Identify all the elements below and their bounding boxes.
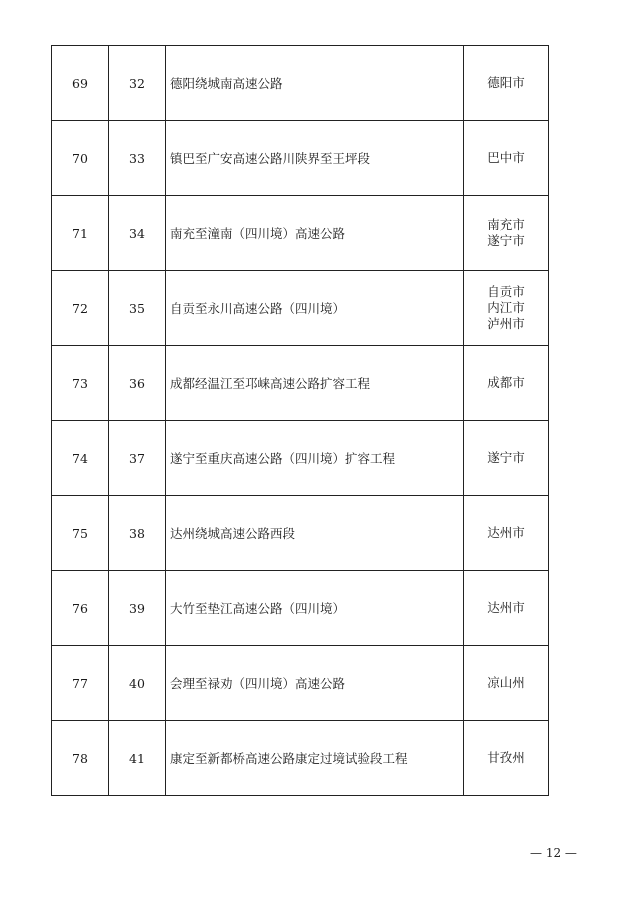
city-name: 南充市 <box>487 217 525 232</box>
city-name: 遂宁市 <box>487 450 525 465</box>
row-sub-number: 41 <box>109 721 166 796</box>
city-name: 达州市 <box>487 600 525 615</box>
page-number: — 12 — <box>530 846 577 860</box>
row-project-name: 康定至新都桥高速公路康定过境试验段工程 <box>166 721 464 796</box>
row-sub-number: 40 <box>109 646 166 721</box>
row-sub-number: 34 <box>109 196 166 271</box>
row-seq-number: 72 <box>52 271 109 346</box>
table-row <box>52 646 549 721</box>
row-sub-number: 37 <box>109 421 166 496</box>
city-name: 德阳市 <box>487 75 525 90</box>
table-row <box>52 346 549 421</box>
row-seq-number: 75 <box>52 496 109 571</box>
row-project-name: 遂宁至重庆高速公路（四川境）扩容工程 <box>166 421 464 496</box>
row-project-name: 会理至禄劝（四川境）高速公路 <box>166 646 464 721</box>
city-name: 泸州市 <box>487 316 525 331</box>
row-seq-number: 74 <box>52 421 109 496</box>
row-sub-number: 32 <box>109 46 166 121</box>
city-name: 巴中市 <box>487 150 525 165</box>
row-city <box>464 646 549 721</box>
row-sub-number: 39 <box>109 571 166 646</box>
row-seq-number: 76 <box>52 571 109 646</box>
city-name: 遂宁市 <box>487 233 525 248</box>
city-name: 达州市 <box>487 525 525 540</box>
row-sub-number: 36 <box>109 346 166 421</box>
row-project-name: 镇巴至广安高速公路川陕界至王坪段 <box>166 121 464 196</box>
table-row <box>52 196 549 271</box>
row-sub-number: 35 <box>109 271 166 346</box>
city-name: 自贡市 <box>487 284 525 299</box>
row-city <box>464 571 549 646</box>
row-project-name: 德阳绕城南高速公路 <box>166 46 464 121</box>
row-seq-number: 71 <box>52 196 109 271</box>
table-row <box>52 571 549 646</box>
table-row <box>52 421 549 496</box>
row-city <box>464 46 549 121</box>
row-city <box>464 721 549 796</box>
row-city <box>464 346 549 421</box>
row-city <box>464 271 549 346</box>
row-city <box>464 496 549 571</box>
row-seq-number: 78 <box>52 721 109 796</box>
table-row <box>52 46 549 121</box>
row-project-name: 自贡至永川高速公路（四川境） <box>166 271 464 346</box>
table-row <box>52 496 549 571</box>
project-table <box>51 45 549 796</box>
table-row <box>52 121 549 196</box>
table-body <box>52 46 549 796</box>
row-city <box>464 196 549 271</box>
city-name: 凉山州 <box>487 675 525 690</box>
row-project-name: 达州绕城高速公路西段 <box>166 496 464 571</box>
row-seq-number: 77 <box>52 646 109 721</box>
row-sub-number: 33 <box>109 121 166 196</box>
row-sub-number: 38 <box>109 496 166 571</box>
city-name: 成都市 <box>487 375 525 390</box>
table-row <box>52 721 549 796</box>
row-project-name: 大竹至垫江高速公路（四川境） <box>166 571 464 646</box>
row-city <box>464 121 549 196</box>
table-row <box>52 271 549 346</box>
row-city <box>464 421 549 496</box>
row-seq-number: 73 <box>52 346 109 421</box>
row-project-name: 南充至潼南（四川境）高速公路 <box>166 196 464 271</box>
city-name: 甘孜州 <box>487 750 525 765</box>
row-project-name: 成都经温江至邛崃高速公路扩容工程 <box>166 346 464 421</box>
row-seq-number: 70 <box>52 121 109 196</box>
row-seq-number: 69 <box>52 46 109 121</box>
city-name: 内江市 <box>487 300 525 315</box>
